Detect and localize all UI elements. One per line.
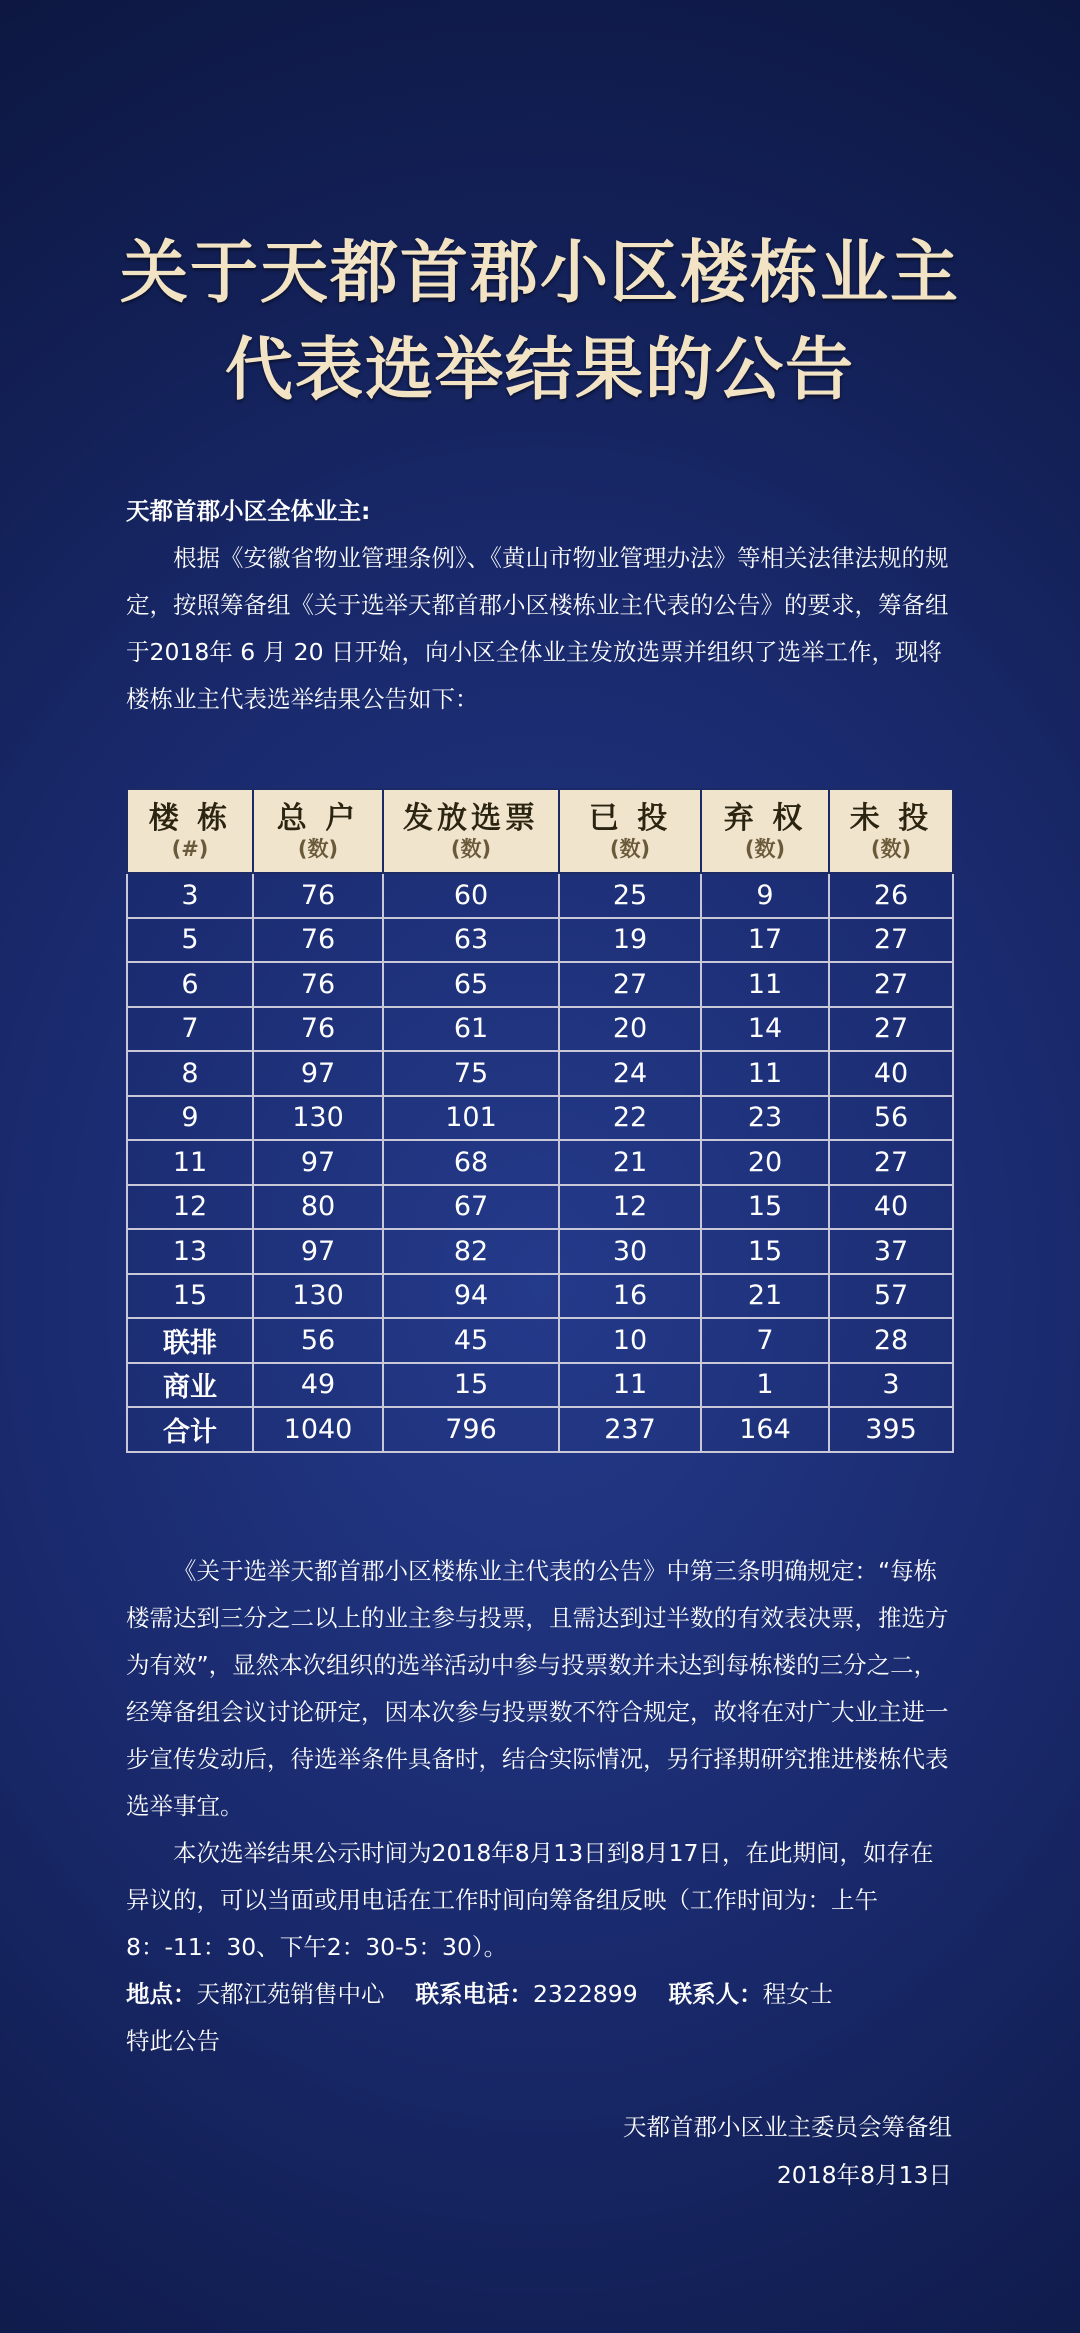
body-section [126, 1548, 956, 2065]
table-cell: 67 [383, 1185, 559, 1230]
table-cell: 11 [701, 1051, 829, 1096]
table-cell-building: 15 [127, 1274, 253, 1319]
table-cell: 75 [383, 1051, 559, 1096]
table-row [127, 1274, 953, 1319]
table-cell: 30 [559, 1229, 701, 1274]
table-cell-building: 商业 [127, 1363, 253, 1408]
table-cell: 40 [829, 1185, 953, 1230]
header-voted: 已 投 (数) [559, 789, 701, 873]
location-label: 地点： [126, 1980, 197, 2008]
table-cell: 94 [383, 1274, 559, 1319]
table-row [127, 1229, 953, 1274]
contact-line [126, 1971, 956, 2018]
signature-date: 2018年8月13日 [776, 2161, 952, 2189]
table-cell: 80 [253, 1185, 383, 1230]
table-row [127, 873, 953, 918]
table-cell: 27 [829, 1140, 953, 1185]
table-cell: 45 [383, 1318, 559, 1363]
table-cell: 76 [253, 873, 383, 918]
table-row [127, 1318, 953, 1363]
table-cell-building: 9 [127, 1096, 253, 1141]
table-cell: 97 [253, 1051, 383, 1096]
table-cell: 22 [559, 1096, 701, 1141]
table-cell: 101 [383, 1096, 559, 1141]
table-cell: 61 [383, 1007, 559, 1052]
table-cell-building: 8 [127, 1051, 253, 1096]
table-cell: 27 [829, 962, 953, 1007]
table-cell: 23 [701, 1096, 829, 1141]
table-body [127, 873, 953, 1452]
table-cell: 27 [559, 962, 701, 1007]
table-cell: 20 [701, 1140, 829, 1185]
intro-paragraph: 根据《安徽省物业管理条例》、《黄山市物业管理办法》等相关法律法规的规定，按照筹备组《关于选举天都首郡小区楼栋业主代表的公告》的要求，筹备组于2018年 6 月 20 日开始，向小区全体业主发放选票并组织了选举工作，现将楼栋业主代表选举结果公告如下： [126, 544, 949, 713]
table-cell-building: 6 [127, 962, 253, 1007]
table-cell: 97 [253, 1140, 383, 1185]
table-cell-building: 合计 [127, 1407, 253, 1452]
table-cell: 395 [829, 1407, 953, 1452]
table-row [127, 1007, 953, 1052]
table-cell: 10 [559, 1318, 701, 1363]
table-cell: 16 [559, 1274, 701, 1319]
table-cell-building: 联排 [127, 1318, 253, 1363]
intro-section [126, 488, 956, 723]
table-cell: 76 [253, 918, 383, 963]
table-cell: 56 [829, 1096, 953, 1141]
header-households: 总 户 (数) [253, 789, 383, 873]
table-cell: 17 [701, 918, 829, 963]
table-row [127, 1185, 953, 1230]
table-cell: 1 [701, 1363, 829, 1408]
body-paragraph-1: 《关于选举天都首郡小区楼栋业主代表的公告》中第三条明确规定：“每栋楼需达到三分之二以上的业主参与投票，且需达到过半数的有效表决票，推选方为有效”，显然本次组织的选举活动中参与投票数并未达到每栋楼的三分之二，经筹备组会议讨论研定，因本次参与投票数不符合规定，故将在对广大业主进一步宣传发动后，待选举条件具备时，结合实际情况，另行择期研究推进楼栋代表选举事宜。 [126, 1557, 949, 1820]
signature-block [623, 2103, 952, 2199]
table-cell: 15 [383, 1363, 559, 1408]
table-row [127, 1096, 953, 1141]
table-cell: 164 [701, 1407, 829, 1452]
table-cell: 27 [829, 1007, 953, 1052]
table-cell: 796 [383, 1407, 559, 1452]
table-row [127, 1363, 953, 1408]
table-cell: 56 [253, 1318, 383, 1363]
table-header-row [127, 789, 953, 873]
header-abstained: 弃 权 (数) [701, 789, 829, 873]
table-cell: 3 [829, 1363, 953, 1408]
table-cell: 37 [829, 1229, 953, 1274]
body-paragraph-2: 本次选举结果公示时间为2018年8月13日到8月17日，在此期间，如存在异议的，可以当面或用电话在工作时间向筹备组反映（工作时间为：上午8：-11：30、下午2：30-5：30）。 [126, 1839, 934, 1961]
table-cell: 49 [253, 1363, 383, 1408]
table-row [127, 1407, 953, 1452]
table-cell: 14 [701, 1007, 829, 1052]
table-cell: 26 [829, 873, 953, 918]
table-cell: 237 [559, 1407, 701, 1452]
table-cell: 11 [559, 1363, 701, 1408]
table-cell-building: 12 [127, 1185, 253, 1230]
table-cell: 24 [559, 1051, 701, 1096]
table-cell: 20 [559, 1007, 701, 1052]
results-table-container [126, 788, 952, 1453]
header-not-voted: 未 投 (数) [829, 789, 953, 873]
table-cell: 1040 [253, 1407, 383, 1452]
table-cell: 40 [829, 1051, 953, 1096]
closing-text: 特此公告 [126, 2027, 220, 2055]
title-line-1: 关于天都首郡小区楼栋业主 [119, 233, 960, 313]
table-row [127, 962, 953, 1007]
table-cell: 12 [559, 1185, 701, 1230]
contact-value: 程女士 [762, 1980, 834, 2008]
title-line-2: 代表选举结果的公告 [224, 330, 855, 410]
table-cell: 130 [253, 1096, 383, 1141]
table-cell: 28 [829, 1318, 953, 1363]
table-cell: 76 [253, 1007, 383, 1052]
table-cell: 65 [383, 962, 559, 1007]
location-value: 天都江苑销售中心 [196, 1980, 385, 2008]
notice-title [0, 225, 1080, 419]
table-cell: 19 [559, 918, 701, 963]
table-cell-building: 11 [127, 1140, 253, 1185]
table-cell-building: 13 [127, 1229, 253, 1274]
table-cell-building: 3 [127, 873, 253, 918]
results-table [126, 788, 954, 1453]
table-cell: 76 [253, 962, 383, 1007]
table-cell: 15 [701, 1229, 829, 1274]
header-ballots-issued: 发放选票 (数) [383, 789, 559, 873]
table-row [127, 918, 953, 963]
table-row [127, 1140, 953, 1185]
header-building: 楼 栋 (#) [127, 789, 253, 873]
salutation: 天都首郡小区全体业主: [126, 497, 371, 525]
signature-org: 天都首郡小区业主委员会筹备组 [623, 2113, 952, 2141]
contact-label: 联系人： [668, 1980, 763, 2008]
table-cell: 97 [253, 1229, 383, 1274]
table-row [127, 1051, 953, 1096]
table-cell: 21 [559, 1140, 701, 1185]
table-cell: 11 [701, 962, 829, 1007]
table-cell: 82 [383, 1229, 559, 1274]
table-cell-building: 7 [127, 1007, 253, 1052]
phone-label: 联系电话： [415, 1980, 533, 2008]
table-cell: 27 [829, 918, 953, 963]
table-cell: 9 [701, 873, 829, 918]
table-cell: 7 [701, 1318, 829, 1363]
table-cell: 63 [383, 918, 559, 963]
table-cell: 57 [829, 1274, 953, 1319]
table-cell: 15 [701, 1185, 829, 1230]
phone-value: 2322899 [532, 1980, 638, 2008]
table-cell: 68 [383, 1140, 559, 1185]
table-cell: 25 [559, 873, 701, 918]
table-cell: 21 [701, 1274, 829, 1319]
table-cell: 130 [253, 1274, 383, 1319]
table-cell-building: 5 [127, 918, 253, 963]
table-cell: 60 [383, 873, 559, 918]
